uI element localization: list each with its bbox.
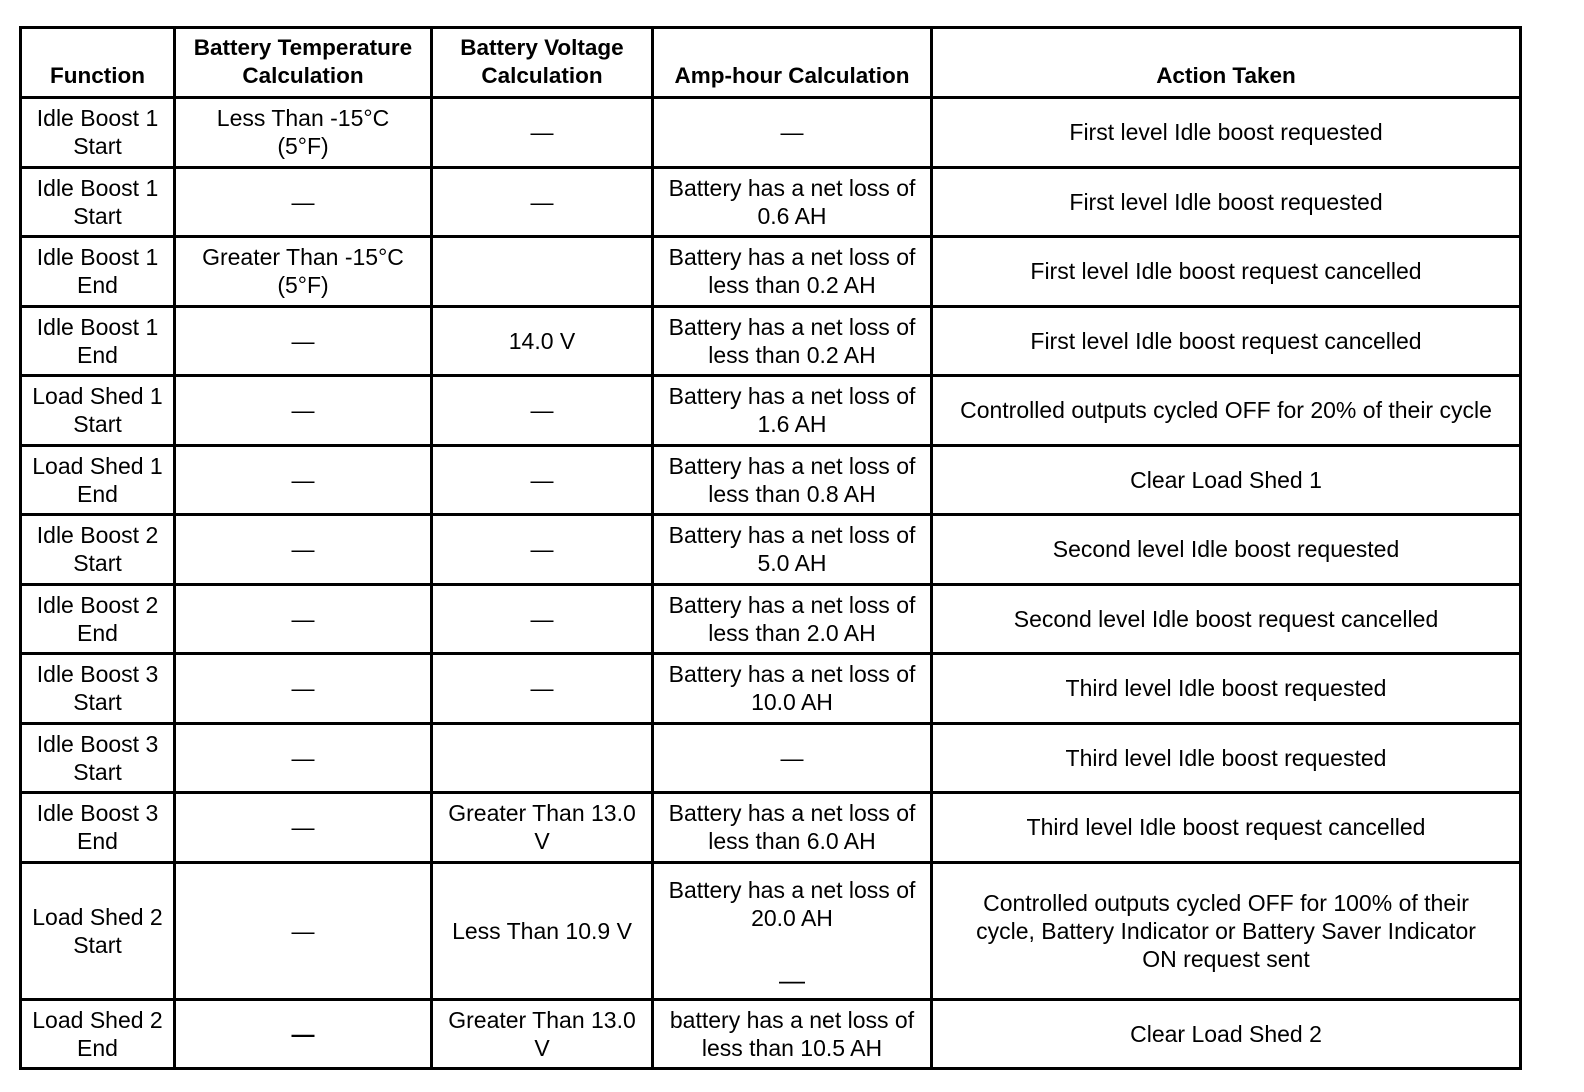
table-row	[21, 445, 1521, 515]
function-cell: Idle Boost 3 End	[21, 793, 175, 863]
voltage-cell: —	[432, 445, 653, 515]
action-cell: Third level Idle boost requested	[932, 723, 1521, 793]
amp-hour-cell: Battery has a net loss of less than 0.2 AH	[653, 237, 932, 307]
function-cell: Idle Boost 2 End	[21, 584, 175, 654]
action-cell: Controlled outputs cycled OFF for 20% of their cycle	[932, 376, 1521, 446]
table-row	[21, 723, 1521, 793]
action-cell: Clear Load Shed 1	[932, 445, 1521, 515]
temperature-cell: —	[175, 584, 432, 654]
voltage-cell	[432, 237, 653, 307]
function-cell: Idle Boost 1 End	[21, 237, 175, 307]
action-cell: Second level Idle boost requested	[932, 515, 1521, 585]
amp-hour-cell: Battery has a net loss of less than 6.0 AH	[653, 793, 932, 863]
function-cell: Idle Boost 2 Start	[21, 515, 175, 585]
table-row	[21, 515, 1521, 585]
action-cell: Controlled outputs cycled OFF for 100% of their cycle, Battery Indicator or Battery Saver Indicator ON request sent	[932, 862, 1521, 999]
voltage-cell: —	[432, 515, 653, 585]
action-cell: Second level Idle boost request cancelled	[932, 584, 1521, 654]
amp-hour-cell: Battery has a net loss of less than 0.2 AH	[653, 306, 932, 376]
table-row	[21, 98, 1521, 168]
action-cell: First level Idle boost request cancelled	[932, 237, 1521, 307]
temperature-cell: —	[175, 515, 432, 585]
voltage-cell: —	[432, 584, 653, 654]
function-cell: Idle Boost 1 Start	[21, 167, 175, 237]
temperature-cell: —	[175, 306, 432, 376]
amp-hour-cell: Battery has a net loss of less than 2.0 AH	[653, 584, 932, 654]
temperature-cell: —	[175, 862, 432, 999]
header-action-taken: Action Taken	[932, 28, 1521, 98]
function-cell: Idle Boost 3 Start	[21, 723, 175, 793]
voltage-cell: Less Than 10.9 V	[432, 862, 653, 999]
voltage-cell: —	[432, 376, 653, 446]
function-cell: Load Shed 2 End	[21, 999, 175, 1069]
function-cell: Idle Boost 1 End	[21, 306, 175, 376]
temperature-cell: —	[175, 793, 432, 863]
temperature-cell: —	[175, 376, 432, 446]
voltage-cell	[432, 723, 653, 793]
header-amp-hour: Amp-hour Calculation	[653, 28, 932, 98]
function-cell: Load Shed 1 End	[21, 445, 175, 515]
action-cell: Clear Load Shed 2	[932, 999, 1521, 1069]
header-function: Function	[21, 28, 175, 98]
table-row	[21, 167, 1521, 237]
temperature-cell: —	[175, 445, 432, 515]
table-row	[21, 376, 1521, 446]
header-battery-voltage: Battery Voltage Calculation	[432, 28, 653, 98]
voltage-cell: Greater Than 13.0 V	[432, 999, 653, 1069]
function-cell: Load Shed 1 Start	[21, 376, 175, 446]
temperature-cell: —	[175, 167, 432, 237]
amp-hour-cell: Battery has a net loss of less than 0.8 AH	[653, 445, 932, 515]
voltage-cell: —	[432, 167, 653, 237]
action-cell: First level Idle boost requested	[932, 167, 1521, 237]
table-row	[21, 237, 1521, 307]
temperature-cell: Less Than -15°C (5°F)	[175, 98, 432, 168]
battery-management-table	[19, 26, 1522, 1070]
table-row	[21, 306, 1521, 376]
amp-hour-cell: Battery has a net loss of 10.0 AH	[653, 654, 932, 724]
function-cell: Idle Boost 3 Start	[21, 654, 175, 724]
amp-hour-cell: Battery has a net loss of 5.0 AH	[653, 515, 932, 585]
table-row	[21, 584, 1521, 654]
voltage-cell: 14.0 V	[432, 306, 653, 376]
amp-hour-cell: —	[653, 723, 932, 793]
temperature-cell: Greater Than -15°C (5°F)	[175, 237, 432, 307]
action-cell: First level Idle boost request cancelled	[932, 306, 1521, 376]
amp-hour-cell: Battery has a net loss of 1.6 AH	[653, 376, 932, 446]
temperature-cell: —	[175, 999, 432, 1069]
amp-hour-cell: —	[653, 98, 932, 168]
amp-hour-cell: Battery has a net loss of 0.6 AH	[653, 167, 932, 237]
voltage-cell: —	[432, 654, 653, 724]
action-cell: Third level Idle boost requested	[932, 654, 1521, 724]
function-cell: Idle Boost 1 Start	[21, 98, 175, 168]
voltage-cell: Greater Than 13.0 V	[432, 793, 653, 863]
temperature-cell: —	[175, 723, 432, 793]
header-battery-temperature: Battery Temperature Calculation	[175, 28, 432, 98]
action-cell: First level Idle boost requested	[932, 98, 1521, 168]
table-row	[21, 862, 1521, 999]
voltage-cell: —	[432, 98, 653, 168]
header-row	[21, 28, 1521, 98]
amp-hour-cell: battery has a net loss of less than 10.5 AH	[653, 999, 932, 1069]
table-row	[21, 654, 1521, 724]
temperature-cell: —	[175, 654, 432, 724]
table-row	[21, 793, 1521, 863]
amp-hour-cell: Battery has a net loss of 20.0 AH —	[653, 862, 932, 999]
action-cell: Third level Idle boost request cancelled	[932, 793, 1521, 863]
function-cell: Load Shed 2 Start	[21, 862, 175, 999]
table-row	[21, 999, 1521, 1069]
